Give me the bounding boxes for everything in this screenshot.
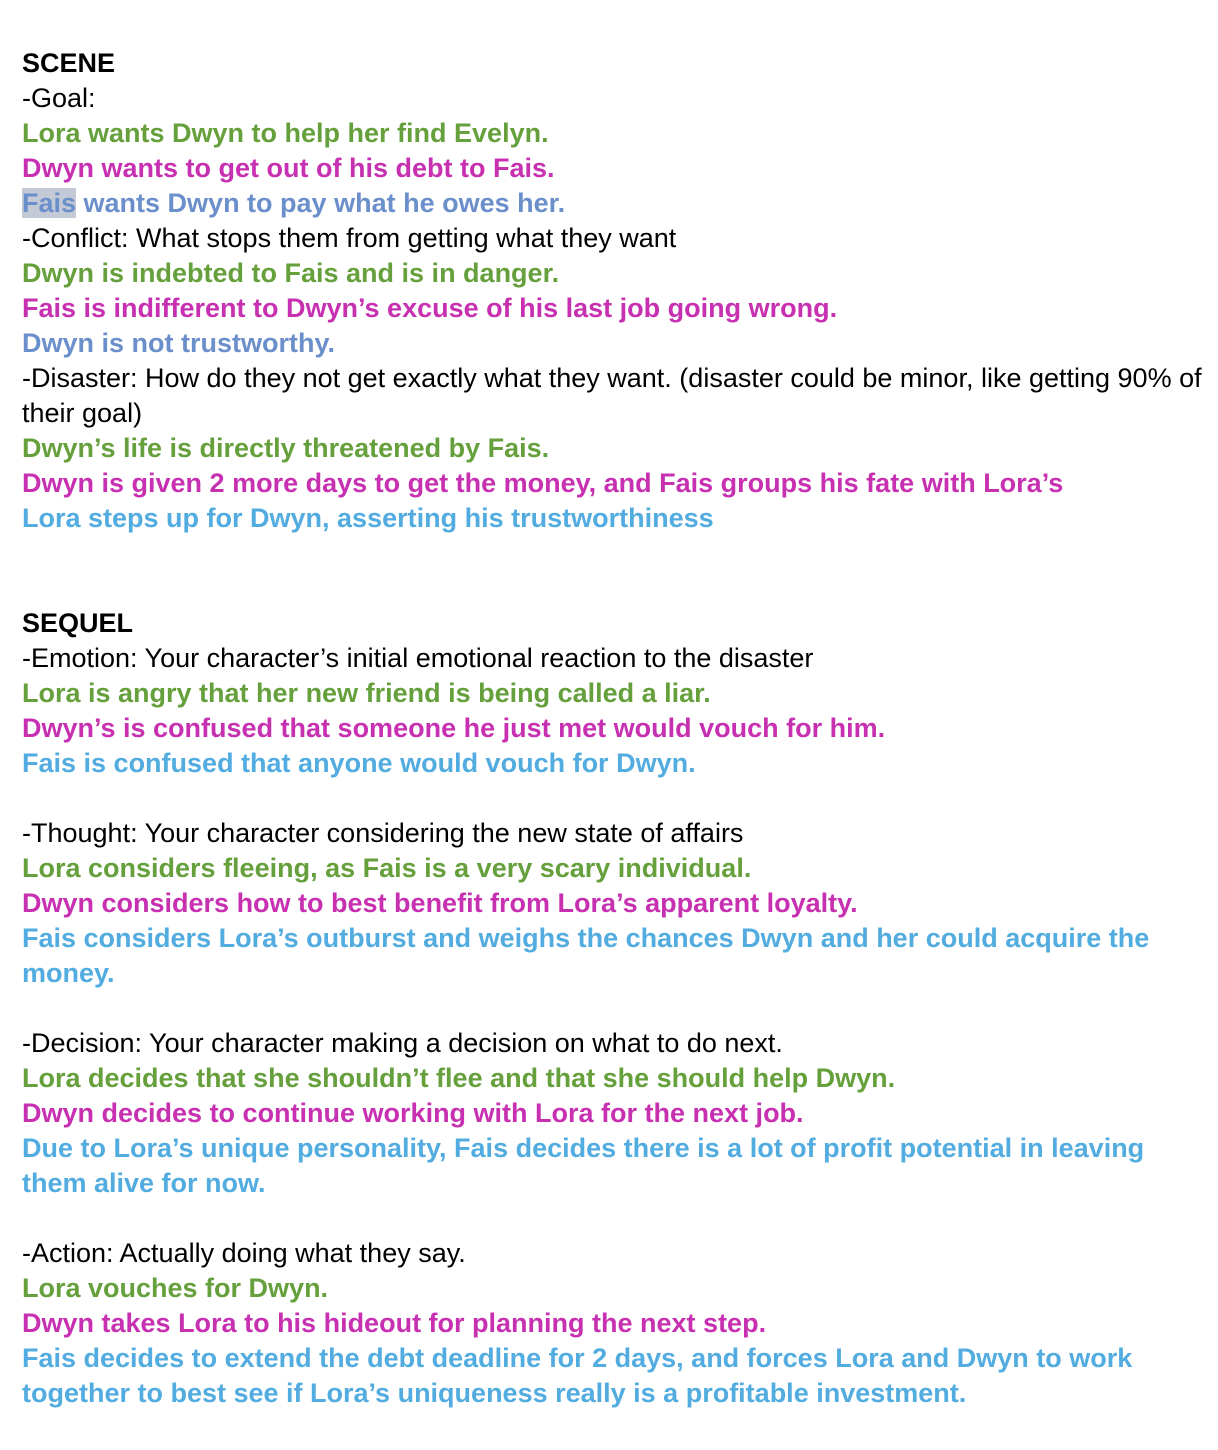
emotion-label: -Emotion: Your character’s initial emotional reaction to the disaster [22, 643, 814, 673]
conflict-line-3: Dwyn is not trustworthy. [22, 328, 336, 358]
conflict-line-1: Dwyn is indebted to Fais and is in danger. [22, 258, 560, 288]
disaster-line-1: Dwyn’s life is directly threatened by Fais. [22, 433, 550, 463]
disaster-line-3: Lora steps up for Dwyn, asserting his trustworthiness [22, 503, 714, 533]
goal-fais-rest: wants Dwyn to pay what he owes her. [76, 188, 566, 218]
thought-fais: Fais considers Lora’s outburst and weighs the chances Dwyn and her could acquire the money. [22, 923, 1157, 988]
decision-fais: Due to Lora’s unique personality, Fais decides there is a lot of profit potential in leaving them alive for now. [22, 1133, 1152, 1198]
emotion-dwyn: Dwyn’s is confused that someone he just met would vouch for him. [22, 713, 886, 743]
section-spacer [22, 536, 1202, 606]
document-body [22, 46, 1210, 1411]
disaster-label: -Disaster: How do they not get exactly what they want. (disaster could be minor, like getting 90% of their goal) [22, 363, 1210, 428]
goal-lora: Lora wants Dwyn to help her find Evelyn. [22, 118, 549, 148]
action-fais: Fais decides to extend the debt deadline for 2 days, and forces Lora and Dwyn to work together to best see if Lora’s uniqueness really is a profitable investment. [22, 1343, 1140, 1408]
selected-text-fais[interactable]: Fais [22, 188, 77, 218]
decision-label: -Decision: Your character making a decision on what to do next. [22, 1028, 783, 1058]
thought-dwyn: Dwyn considers how to best benefit from Lora’s apparent loyalty. [22, 888, 858, 918]
action-label: -Action: Actually doing what they say. [22, 1238, 466, 1268]
goal-fais [22, 186, 1202, 221]
thought-lora: Lora considers fleeing, as Fais is a very scary individual. [22, 853, 752, 883]
action-lora: Lora vouches for Dwyn. [22, 1273, 329, 1303]
emotion-fais: Fais is confused that anyone would vouch for Dwyn. [22, 748, 696, 778]
goal-label: -Goal: [22, 83, 96, 113]
decision-lora: Lora decides that she shouldn’t flee and that she should help Dwyn. [22, 1063, 896, 1093]
conflict-line-2: Fais is indifferent to Dwyn’s excuse of his last job going wrong. [22, 293, 838, 323]
action-dwyn: Dwyn takes Lora to his hideout for planning the next step. [22, 1308, 767, 1338]
goal-dwyn: Dwyn wants to get out of his debt to Fais. [22, 153, 555, 183]
paragraph-spacer [22, 991, 1202, 1026]
paragraph-spacer [22, 1201, 1202, 1236]
scene-heading: SCENE [22, 48, 116, 78]
conflict-label: -Conflict: What stops them from getting what they want [22, 223, 677, 253]
sequel-heading: SEQUEL [22, 608, 134, 638]
emotion-lora: Lora is angry that her new friend is being called a liar. [22, 678, 711, 708]
paragraph-spacer [22, 781, 1202, 816]
disaster-line-2: Dwyn is given 2 more days to get the money, and Fais groups his fate with Lora’s [22, 468, 1064, 498]
decision-dwyn: Dwyn decides to continue working with Lora for the next job. [22, 1098, 804, 1128]
thought-label: -Thought: Your character considering the new state of affairs [22, 818, 744, 848]
